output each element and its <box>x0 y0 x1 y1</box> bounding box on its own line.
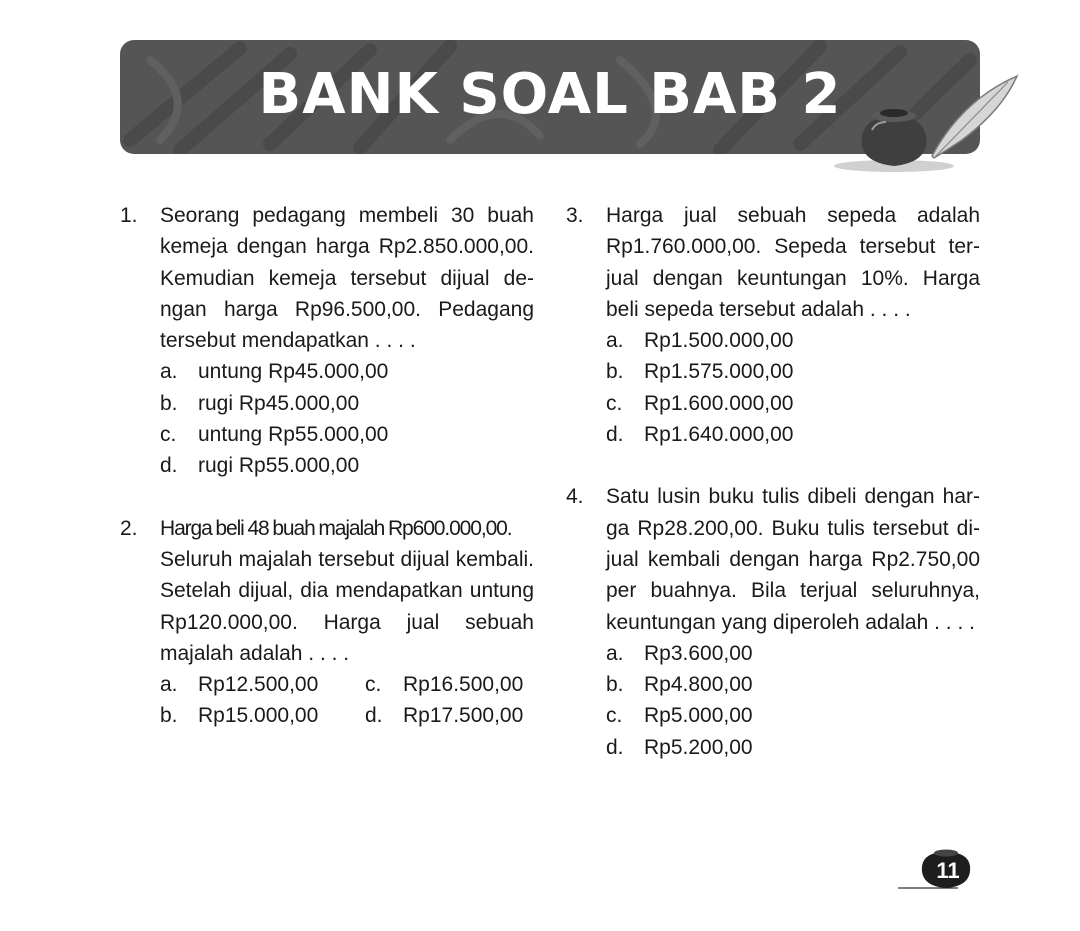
option <box>606 638 980 669</box>
question-text-line1: Harga beli 48 buah majalah Rp600.000,00. <box>160 516 512 540</box>
option <box>606 388 980 419</box>
option-letter: a. <box>606 329 624 353</box>
option <box>160 700 365 731</box>
question-text: Seluruh majalah tersebut dijual kembali. Setelah dijual, dia mendapatkan untung Rp120.000,00. Harga jual sebuah majalah adalah . . . . <box>160 547 534 665</box>
option <box>160 388 534 419</box>
option <box>606 669 980 700</box>
option <box>160 669 365 700</box>
option-text: Rp15.000,00 <box>198 704 319 728</box>
option-letter: a. <box>606 641 624 665</box>
option-text: Rp12.500,00 <box>198 673 319 697</box>
option-text: Rp5.000,00 <box>644 704 753 728</box>
question-number: 2. <box>120 516 138 540</box>
option <box>606 732 980 763</box>
option <box>606 325 980 356</box>
option-letter: b. <box>160 704 178 728</box>
question-text: Seorang pedagang membeli 30 buah kemeja dengan harga Rp2.850.000,00. Kemudian kemeja tersebut dijual de-ngan harga Rp96.500,00. Pedagang tersebut mendapatkan . . . . <box>160 204 534 353</box>
option-letter: c. <box>160 423 177 447</box>
options-grid <box>160 669 534 732</box>
option-text: untung Rp55.000,00 <box>198 423 389 447</box>
option-text: Rp1.500.000,00 <box>644 329 794 353</box>
option-text: Rp5.200,00 <box>644 735 753 759</box>
option <box>160 419 534 450</box>
option-letter: d. <box>606 735 624 759</box>
option-letter: d. <box>606 423 624 447</box>
option-letter: c. <box>606 391 623 415</box>
option-letter: b. <box>160 391 178 415</box>
option <box>365 700 565 731</box>
question-text: Harga jual sebuah sepeda adalah Rp1.760.000,00. Sepeda tersebut ter-jual dengan keuntungan 10%. Harga beli sepeda tersebut adalah . . . . <box>606 204 980 321</box>
option-letter: a. <box>160 673 178 697</box>
page-title: BANK SOAL BAB 2 <box>258 62 842 127</box>
option-letter: b. <box>606 673 624 697</box>
option <box>160 356 534 387</box>
option-text: untung Rp45.000,00 <box>198 360 389 384</box>
option-text: rugi Rp45.000,00 <box>198 391 360 415</box>
question-4 <box>566 481 980 763</box>
page-number-badge <box>898 846 980 894</box>
option-text: Rp16.500,00 <box>403 673 524 697</box>
option-letter: a. <box>160 360 178 384</box>
option <box>606 700 980 731</box>
question-2 <box>120 513 534 732</box>
question-3 <box>566 200 980 450</box>
option-text: Rp3.600,00 <box>644 641 753 665</box>
option <box>606 419 980 450</box>
option-text: Rp4.800,00 <box>644 673 753 697</box>
option <box>160 450 534 481</box>
option-text: Rp1.600.000,00 <box>644 391 794 415</box>
option-letter: d. <box>365 704 383 728</box>
question-text: Satu lusin buku tulis dibeli dengan har-ga Rp28.200,00. Buku tulis tersebut di-jual kembali dengan harga Rp2.750,00 per buahnya. Bila terjual seluruhnya, keuntungan yang diperoleh adalah . . . . <box>606 485 980 634</box>
right-column <box>566 200 980 763</box>
option <box>606 356 980 387</box>
page-number: 11 <box>936 858 960 883</box>
left-column <box>120 200 534 732</box>
option-letter: c. <box>606 704 623 728</box>
option-letter: c. <box>365 673 382 697</box>
question-number: 4. <box>566 485 584 509</box>
option <box>365 669 565 700</box>
option-text: Rp17.500,00 <box>403 704 524 728</box>
option-text: Rp1.575.000,00 <box>644 360 794 384</box>
option-text: rugi Rp55.000,00 <box>198 454 360 478</box>
option-letter: b. <box>606 360 624 384</box>
ink-pot-quill-icon <box>812 70 1022 180</box>
question-number: 3. <box>566 204 584 227</box>
option-text: Rp1.640.000,00 <box>644 423 794 447</box>
question-number: 1. <box>120 204 138 227</box>
option-letter: d. <box>160 454 178 478</box>
question-1 <box>120 200 534 482</box>
